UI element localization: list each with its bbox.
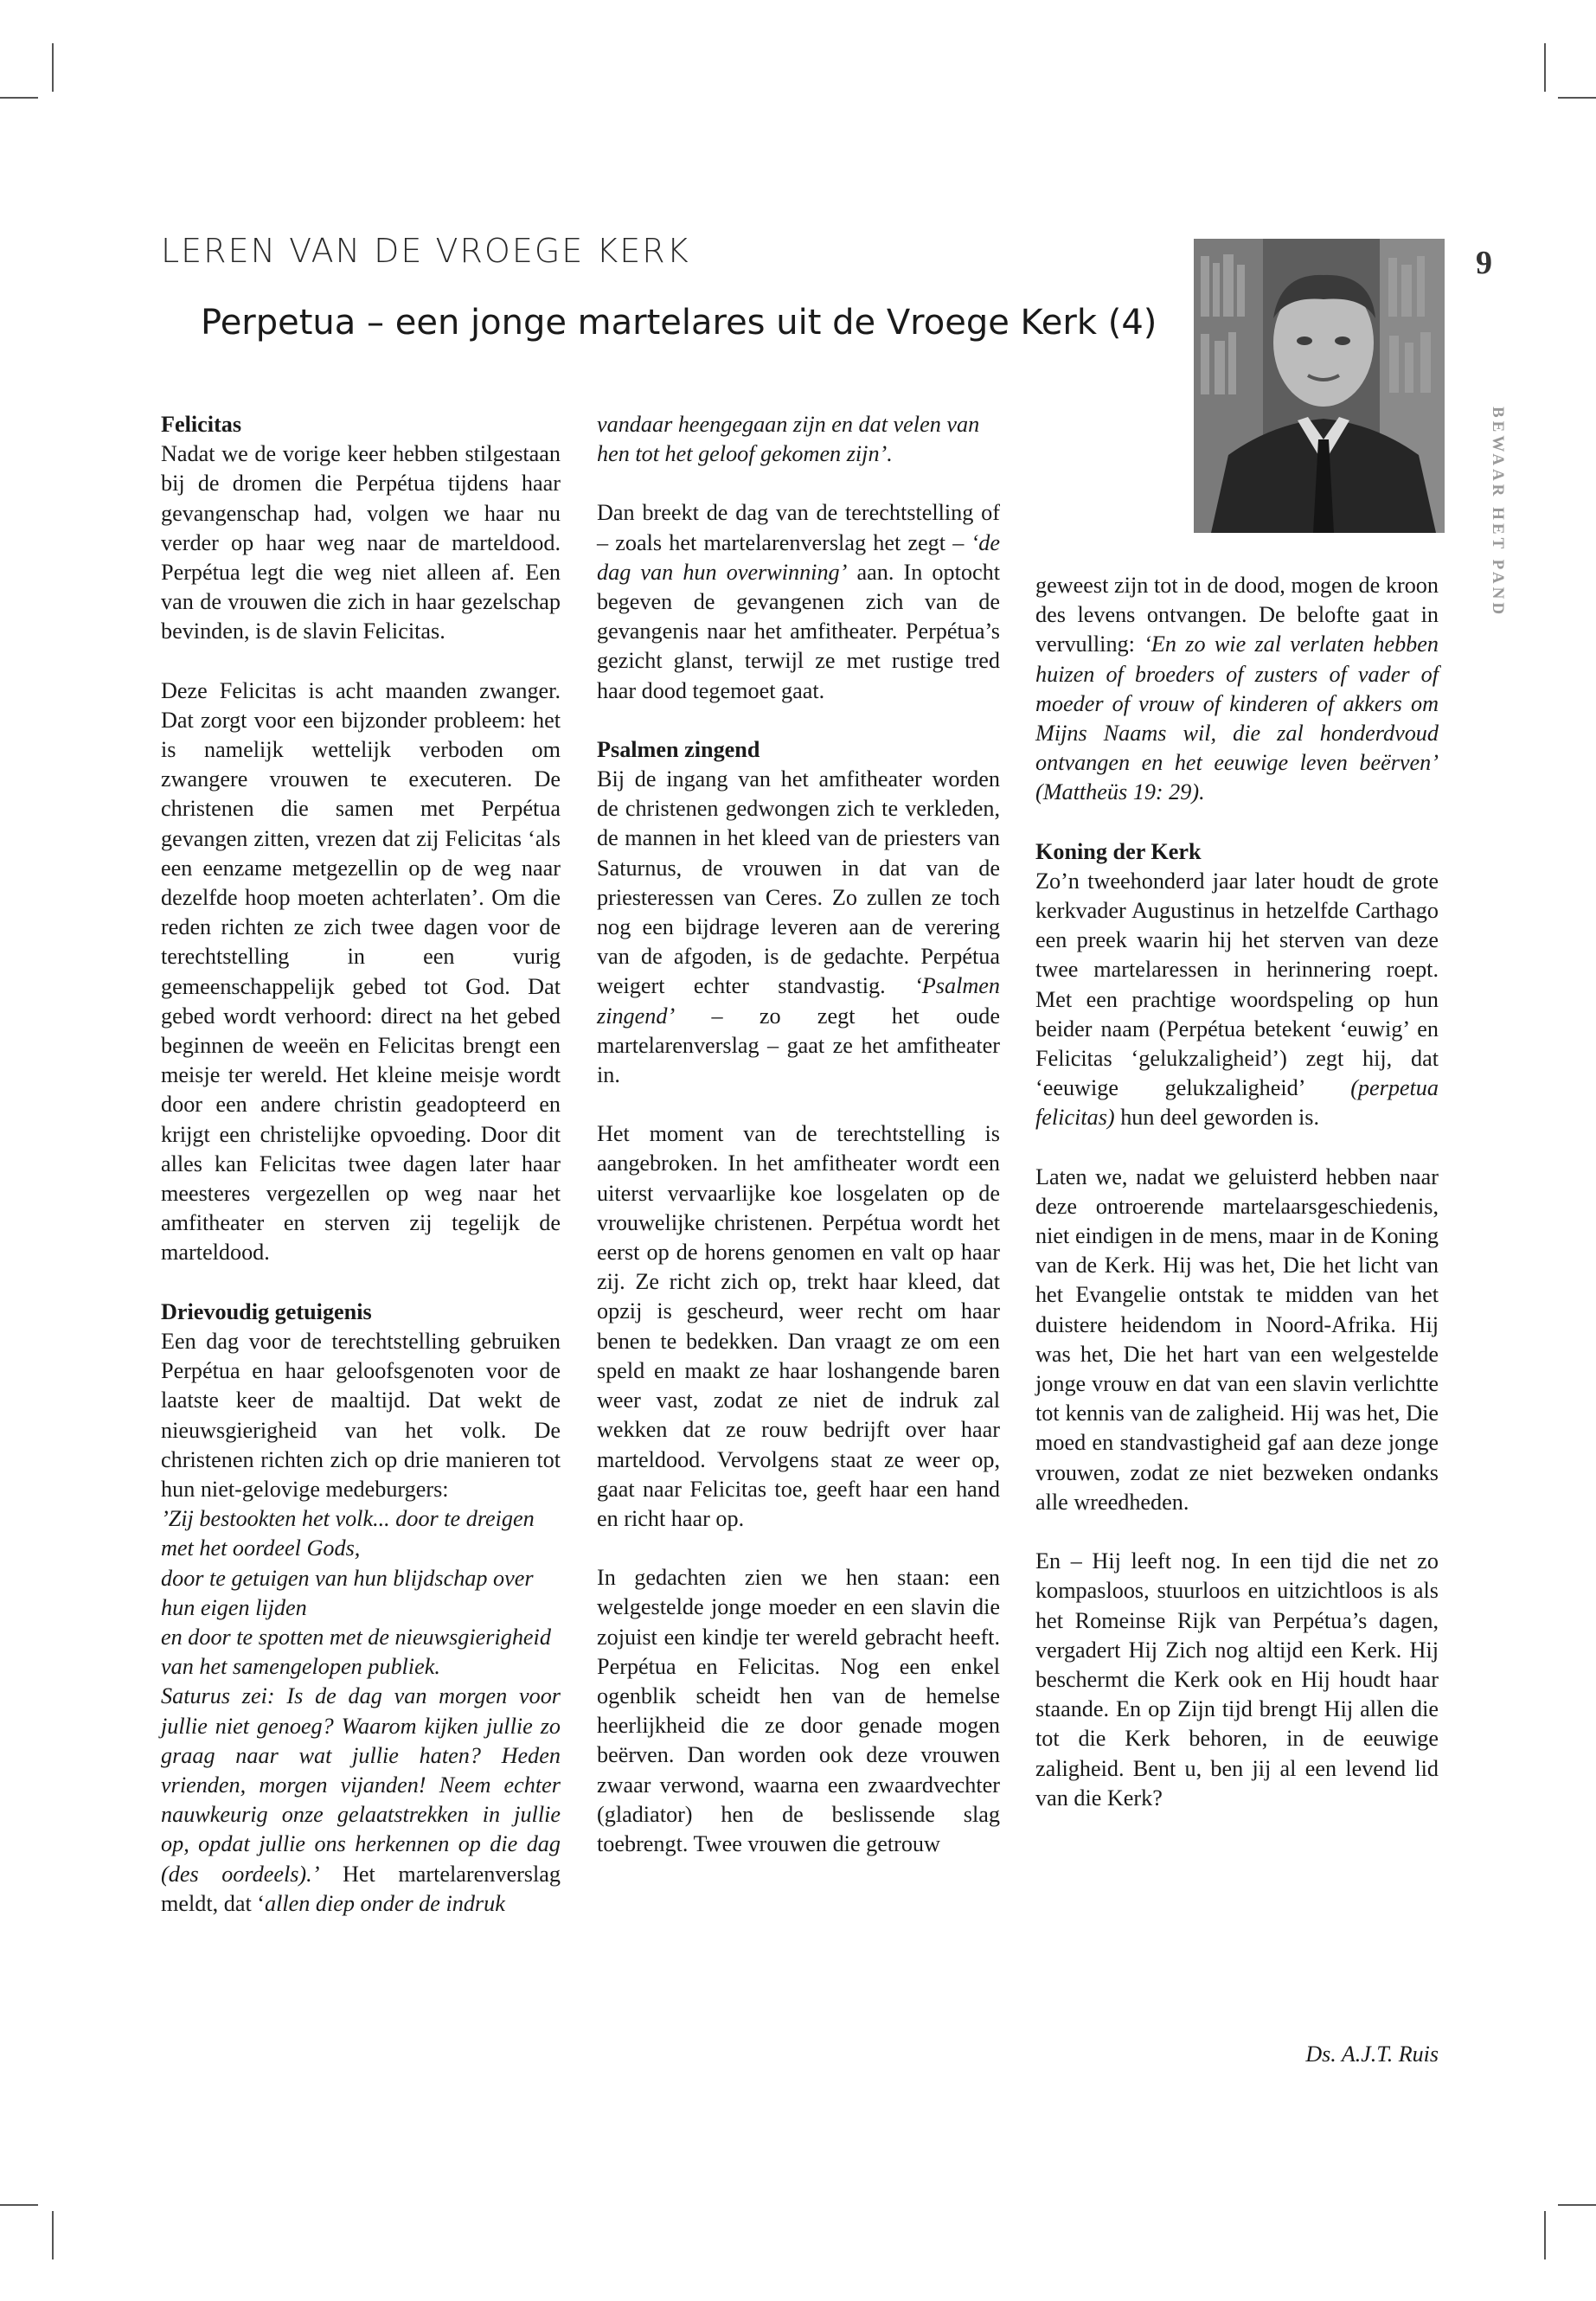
- crop-mark: [0, 97, 38, 99]
- paragraph: [597, 765, 1000, 1090]
- paragraph: [1035, 571, 1439, 808]
- quote-continuation: vandaar heengegaan zijn en dat velen van hen tot het geloof gekomen zijn’.: [597, 412, 980, 467]
- crop-mark: [1558, 2204, 1596, 2206]
- crop-mark: [52, 43, 54, 92]
- paragraph: Nadat we de vorige keer hebben stilgestaan bij de dromen die Perpétua tijdens haar gevangenschap had, volgen we haar nu verder op haar weg naar de marteldood. Perpétua legt die weg niet alleen af. Een van de vrouwen die zich in haar gezelschap bevinden, is de slavin Felicitas.: [161, 441, 561, 644]
- heading-felicitas: Felicitas: [161, 412, 242, 437]
- page-number: 9: [1476, 245, 1492, 281]
- paragraph: Het moment van de terechtstelling is aangebroken. In het amfitheater wordt een uiterst vervaarlijke koe losgelaten op de vrouwelijke christenen. Perpétua wordt het eerst op de horens genomen en valt op haar zij. Ze richt zich op, trekt haar kleed, dat opzij is gescheurd, weer recht om haar benen te bedekken. Dan vraagt ze om een speld en maakt ze haar loshangende baren weer vast, zodat ze niet de indruk zal wekken dat ze rouw bedrijft over haar marteldood. Vervolgens staat ze weer op, gaat naar Felicitas toe, geeft haar een hand en richt haar op.: [597, 1121, 1000, 1531]
- paragraph: In gedachten zien we hen staan: een welgestelde jonge moeder en een slavin die zojuist een kindje ter wereld gebracht heeft. Perpétua en Felicitas. Nog een enkel ogenblik scheidt hen van de hemelse heerlijkheid die ze door genade mogen beërven. Dan worden ook deze vrouwen zwaar verwond, waarna een zwaardvechter (gladiator) hen de beslissende slag toebrengt. Twee vrouwen die getrouw: [597, 1565, 1000, 1856]
- crop-mark: [1544, 43, 1546, 92]
- quote-text: allen diep onder de indruk: [265, 1890, 505, 1916]
- portrait-icon: [1194, 239, 1445, 533]
- column-2: [597, 410, 1000, 1859]
- column-1: [161, 410, 561, 1919]
- crop-mark: [0, 2204, 38, 2206]
- inline-text: – zo zegt het oude martelarenverslag – gaat ze het amfitheater in.: [597, 1003, 1000, 1088]
- column-3: [1035, 571, 1439, 1813]
- paragraph: [1035, 867, 1439, 1133]
- paragraph: En – Hij leeft nog. In een tijd die net zo kompasloos, stuurloos en uitzichtloos is als het Romeinse Rijk van Perpétua’s dagen, vergadert Hij Zich nog altijd een Kerk. Hij beschermt die Kerk ook en Hij houdt haar staande. En op Zijn tijd brengt Hij allen die tot die Kerk behoren, in de eeuwige zaligheid. Bent u, ben jij al een levend lid van die Kerk?: [1035, 1548, 1439, 1811]
- crop-mark: [1544, 2211, 1546, 2259]
- quote-text: ‘Psalmen zingend’: [597, 973, 1000, 1029]
- paragraph: Laten we, nadat we geluisterd hebben naar deze ontroerende martelaarsgeschiedenis, niet eindigen in de mens, maar in de Koning van de Kerk. Hij was het, Die het licht van het Evangelie ontstak te midden van het duistere heidendom in Noord-Afrika. Hij was het, Die het hart van een welgestelde jonge vrouw en dat van een slavin verlichtte tot kennis van de zaligheid. Hij was het, Die moed en standvastigheid gaf aan deze jonge vrouwen, zodat ze niet bezweken ondanks alle wreedheden.: [1035, 1163, 1439, 1515]
- author-signature: Ds. A.J.T. Ruis: [1305, 2041, 1439, 2067]
- inline-text: Dan breekt de dag van de terechtstelling of – zoals het martelarenverslag het zegt –: [597, 500, 1000, 555]
- inline-text: hun deel geworden is.: [1114, 1105, 1319, 1131]
- quote-line: ’Zij bestookten het volk... door te dreigen met het oordeel Gods,: [161, 1506, 535, 1561]
- quote-text: (perpetua felicitas): [1035, 1075, 1439, 1131]
- heading-koning-der-kerk: Koning der Kerk: [1035, 838, 1202, 864]
- paragraph: [161, 1682, 561, 1919]
- section-label: LEREN VAN DE VROEGE KERK: [161, 232, 690, 270]
- side-label: BEWAAR HET PAND: [1489, 407, 1507, 619]
- paragraph: [597, 498, 1000, 705]
- crop-mark: [52, 2211, 54, 2259]
- quote-line: door te getuigen van hun blijdschap over hun eigen lijden: [161, 1565, 534, 1620]
- quote-text: ‘de dag van hun overwinning’: [597, 529, 1000, 585]
- inline-text: Het martelarenverslag meldt, dat ‘: [161, 1861, 561, 1916]
- quote-text: Saturus zei: Is de dag van morgen voor jullie niet genoeg? Waarom kijken jullie zo graag naar wat jullie haten? Heden vrienden, morgen vijanden! Neem echter nauwkeurig onze gelaatstrekken in jullie op, opdat jullie ons herkennen op die dag (des oordeels).’: [161, 1683, 561, 1887]
- quote-line: en door te spotten met de nieuwsgierigheid van het samengelopen publiek.: [161, 1624, 551, 1680]
- inline-text: Bij de ingang van het amfitheater worden de christenen gedwongen zich te verkleden, de mannen in het kleed van de priesters van Saturnus, de vrouwen in dat van de priesteressen van Ceres. Zo zullen ze toch nog een bijdrage leveren aan de verering van de afgoden, is de gedachte. Perpétua weigert echter standvastig.: [597, 766, 1000, 999]
- inline-text: Zo’n tweehonderd jaar later houdt de grote kerkvader Augustinus in hetzelfde Carthago een preek waarin hij het sterven van deze twee martelaressen in herinnering roept. Met een prachtige woordspeling op hun beider naam (Perpétua betekent ‘euwig’ en Felicitas ‘gelukzaligheid’) zegt hij, dat ‘eeuwige gelukzaligheid’: [1035, 868, 1439, 1101]
- paragraph: Een dag voor de terechtstelling gebruiken Perpétua en haar geloofsgenoten voor de laatste keer de maaltijd. Dat wekt de nieuwsgierigheid van het volk. De christenen richten zich op drie manieren tot hun niet-gelovige medeburgers:: [161, 1328, 561, 1502]
- heading-drievoudig-getuigenis: Drievoudig getuigenis: [161, 1298, 372, 1324]
- quote-text: ‘En zo wie zal verlaten hebben huizen of broeders of zusters of vader of moeder of vrouw of kinderen of akkers om Mijns Naams wil, die zal honderdvoud ontvangen en het eeuwige leven beërven’ (Mattheüs 19: 29).: [1035, 631, 1439, 805]
- inline-text: geweest zijn tot in de dood, mogen de kroon des levens ontvangen. De belofte gaat in vervulling:: [1035, 573, 1439, 657]
- article-title: Perpetua – een jonge martelares uit de Vroege Kerk (4): [201, 303, 1157, 343]
- inline-text: aan. In optocht begeven de gevangenen zich van de gevangenis naar het amfitheater. Perpétua’s gezicht glanst, terwijl ze met rustige tred haar dood tegemoet gaat.: [597, 559, 1000, 703]
- heading-psalmen-zingend: Psalmen zingend: [597, 736, 760, 762]
- crop-mark: [1558, 97, 1596, 99]
- paragraph: Deze Felicitas is acht maanden zwanger. Dat zorgt voor een bijzonder probleem: het is namelijk wettelijk verboden om zwangere vrouwen te executeren. De christenen die samen met Perpétua gevangen zitten, vrezen dat zij Felicitas ‘als een eenzame metgezellin op de weg naar dezelfde hoop moeten achterlaten’. Om die reden richten ze zich twee dagen voor de terechtstelling in een vurig gemeenschappelijk gebed tot God. Dat gebed wordt verhoord: direct na het gebed beginnen de weeën en Felicitas brengt een meisje ter wereld. Het kleine meisje wordt door een andere christin geadopteerd en krijgt een christelijke opvoeding. Door dit alles kan Felicitas twee dagen later haar meesteres vergezellen op weg naar het amfitheater en sterven zij tegelijk de marteldood.: [161, 677, 561, 1266]
- author-portrait-photo: [1194, 239, 1445, 533]
